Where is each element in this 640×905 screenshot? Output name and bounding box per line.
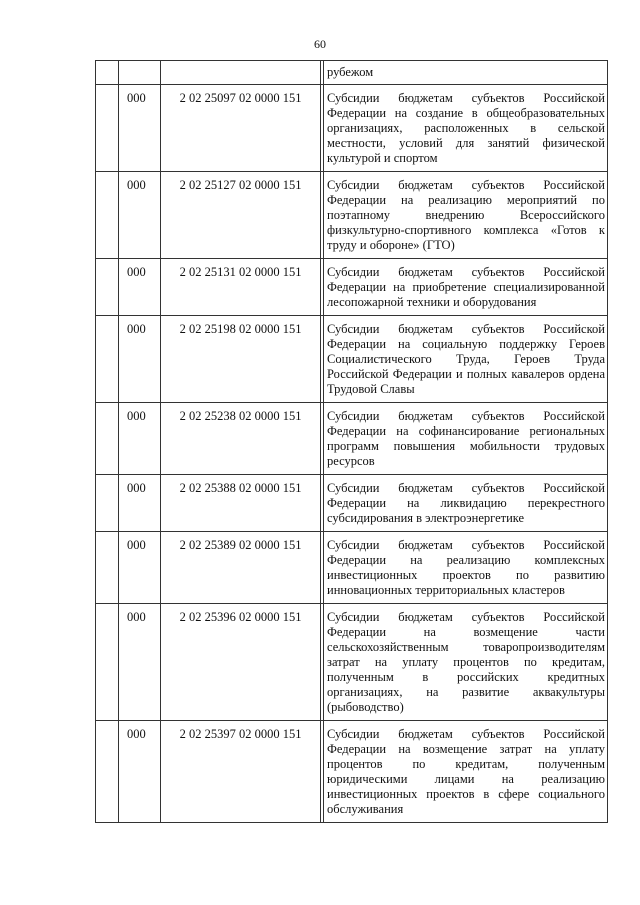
- table-row: [96, 403, 608, 475]
- budget-code-cell: 2 02 25097 02 0000 151: [161, 85, 321, 172]
- table-row: [96, 85, 608, 172]
- budget-code-cell: 2 02 25127 02 0000 151: [161, 172, 321, 259]
- budget-code-cell: 2 02 25238 02 0000 151: [161, 403, 321, 475]
- description-cell: рубежом: [324, 61, 608, 85]
- admin-code-cell: 000: [119, 403, 161, 475]
- blank-cell: [96, 475, 119, 532]
- description-cell: Субсидии бюджетам субъектов Российской Федерации на софинансирование региональных программ повышения мобильности трудовых ресурсов: [324, 403, 608, 475]
- description-cell: Субсидии бюджетам субъектов Российской Федерации на социальную поддержку Героев Социалистического Труда, Героев Труда Российской Федерации и полных кавалеров ордена Трудовой Славы: [324, 316, 608, 403]
- table-row-continuation: [96, 61, 608, 85]
- admin-code-cell: 000: [119, 721, 161, 823]
- blank-cell: [96, 61, 119, 85]
- blank-cell: [96, 172, 119, 259]
- admin-code-cell: 000: [119, 475, 161, 532]
- admin-code-cell: 000: [119, 259, 161, 316]
- description-cell: Субсидии бюджетам субъектов Российской Федерации на ликвидацию перекрестного субсидирования в электроэнергетике: [324, 475, 608, 532]
- table-row: [96, 475, 608, 532]
- blank-cell: [96, 85, 119, 172]
- admin-code-cell: 000: [119, 316, 161, 403]
- description-cell: Субсидии бюджетам субъектов Российской Федерации на возмещение части сельскохозяйственным товаропроизводителям затрат на уплату процентов по кредитам, полученным в российских кредитных организациях, на развитие аквакультуры (рыбоводство): [324, 604, 608, 721]
- admin-code-cell: 000: [119, 172, 161, 259]
- budget-code-cell: 2 02 25198 02 0000 151: [161, 316, 321, 403]
- description-cell: Субсидии бюджетам субъектов Российской Федерации на реализацию мероприятий по поэтапному внедрению Всероссийского физкультурно-спортивного комплекса «Готов к труду и обороне» (ГТО): [324, 172, 608, 259]
- description-cell: Субсидии бюджетам субъектов Российской Федерации на реализацию комплексных инвестиционных проектов по развитию инновационных территориальных кластеров: [324, 532, 608, 604]
- description-cell: Субсидии бюджетам субъектов Российской Федерации на возмещение затрат на уплату процентов по кредитам, полученным юридическими лицами на реализацию инвестиционных проектов в сфере социального обслуживания: [324, 721, 608, 823]
- blank-cell: [96, 604, 119, 721]
- blank-cell: [96, 403, 119, 475]
- budget-code-cell: 2 02 25396 02 0000 151: [161, 604, 321, 721]
- budget-code-cell: 2 02 25131 02 0000 151: [161, 259, 321, 316]
- admin-code-cell: 000: [119, 85, 161, 172]
- admin-code-cell: 000: [119, 604, 161, 721]
- blank-cell: [96, 721, 119, 823]
- budget-classification-table: [95, 60, 608, 823]
- budget-code-cell: [161, 61, 321, 85]
- description-cell: Субсидии бюджетам субъектов Российской Федерации на приобретение специализированной лесопожарной техники и оборудования: [324, 259, 608, 316]
- table-row: [96, 604, 608, 721]
- blank-cell: [96, 259, 119, 316]
- table-row: [96, 259, 608, 316]
- blank-cell: [96, 532, 119, 604]
- table-row: [96, 721, 608, 823]
- budget-code-cell: 2 02 25397 02 0000 151: [161, 721, 321, 823]
- table-row: [96, 316, 608, 403]
- admin-code-cell: 000: [119, 532, 161, 604]
- blank-cell: [96, 316, 119, 403]
- page-number: 60: [314, 37, 326, 51]
- description-cell: Субсидии бюджетам субъектов Российской Федерации на создание в общеобразовательных организациях, расположенных в сельской местности, условий для занятий физической культурой и спортом: [324, 85, 608, 172]
- table-row: [96, 532, 608, 604]
- admin-code-cell: [119, 61, 161, 85]
- table-row: [96, 172, 608, 259]
- budget-code-cell: 2 02 25389 02 0000 151: [161, 532, 321, 604]
- budget-code-cell: 2 02 25388 02 0000 151: [161, 475, 321, 532]
